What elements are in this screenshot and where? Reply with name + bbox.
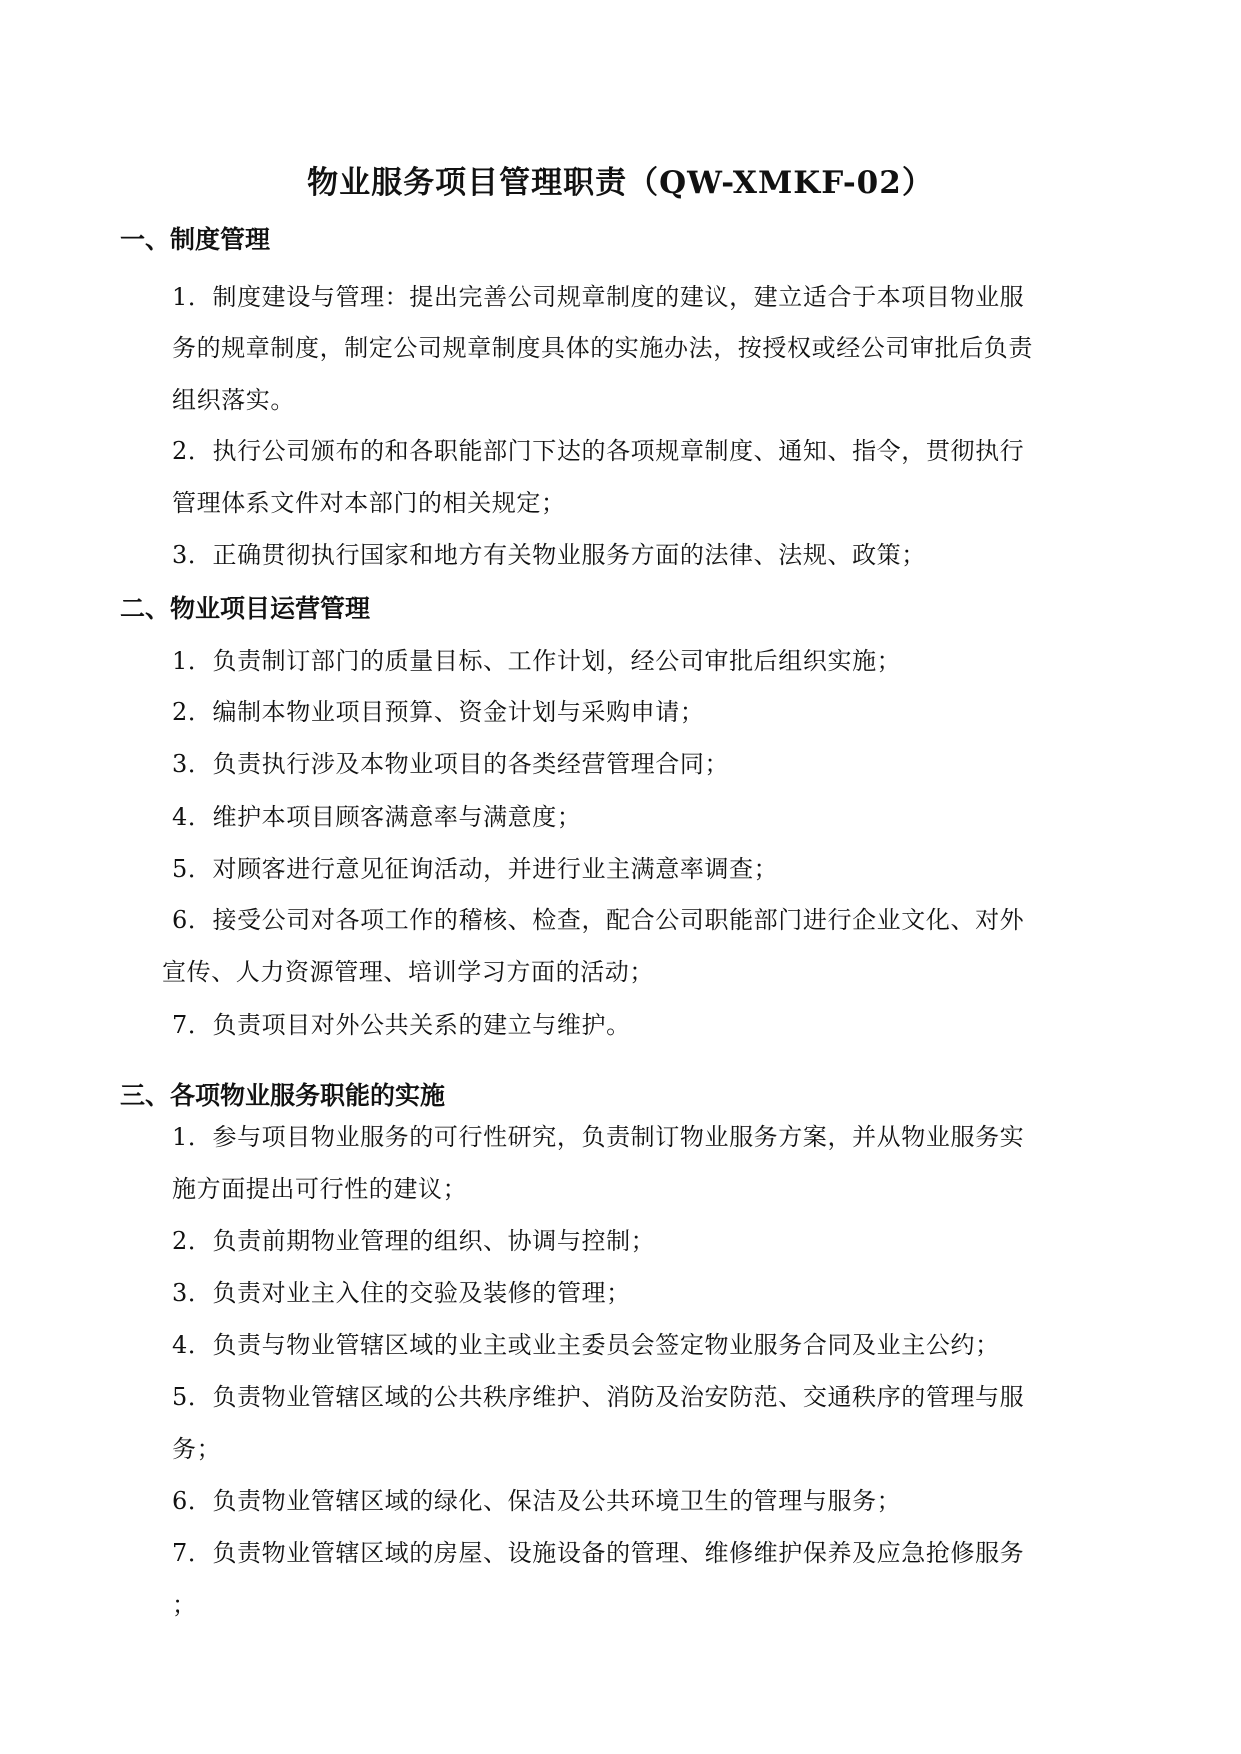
section-2-line-6: 6．接受公司对各项工作的稽核、检查，配合公司职能部门进行企业文化、对外 [172, 906, 1025, 934]
section-2-line-8: 7．负责项目对外公共关系的建立与维护。 [172, 1011, 631, 1039]
section-heading-2: 二、物业项目运营管理 [120, 594, 371, 623]
section-2-line-7: 宣传、人力资源管理、培训学习方面的活动； [162, 958, 654, 986]
section-3-line-4: 3．负责对业主入住的交验及装修的管理； [172, 1279, 631, 1307]
section-1-line-6: 3．正确贯彻执行国家和地方有关物业服务方面的法律、法规、政策； [172, 541, 926, 569]
section-1-line-2: 务的规章制度，制定公司规章制度具体的实施办法，按授权或经公司审批后负责 [172, 334, 1033, 362]
section-1-line-3: 组织落实。 [172, 386, 295, 414]
document-title: 物业服务项目管理职责（QW-XMKF-02） [307, 165, 934, 201]
section-2-line-5: 5．对顾客进行意见征询活动，并进行业主满意率调查； [172, 855, 779, 883]
section-heading-1: 一、制度管理 [120, 225, 271, 254]
section-heading-3: 三、各项物业服务职能的实施 [120, 1081, 446, 1110]
section-3-line-8: 6．负责物业管辖区域的绿化、保洁及公共环境卫生的管理与服务； [172, 1487, 902, 1515]
section-3-line-7: 务； [172, 1435, 222, 1463]
section-3-line-6: 5．负责物业管辖区域的公共秩序维护、消防及治安防范、交通秩序的管理与服 [172, 1383, 1025, 1411]
section-3-line-2: 施方面提出可行性的建议； [172, 1175, 468, 1203]
section-3-line-3: 2．负责前期物业管理的组织、协调与控制； [172, 1227, 656, 1255]
section-2-line-2: 2．编制本物业项目预算、资金计划与采购申请； [172, 698, 705, 726]
section-1-line-5: 管理体系文件对本部门的相关规定； [172, 489, 566, 517]
section-3-line-10: ； [172, 1591, 197, 1619]
section-2-line-1: 1．负责制订部门的质量目标、工作计划，经公司审批后组织实施； [172, 647, 902, 675]
section-3-line-5: 4．负责与物业管辖区域的业主或业主委员会签定物业服务合同及业主公约； [172, 1331, 1000, 1359]
section-3-line-1: 1．参与项目物业服务的可行性研究，负责制订物业服务方案，并从物业服务实 [172, 1123, 1025, 1151]
section-1-line-4: 2．执行公司颁布的和各职能部门下达的各项规章制度、通知、指令，贯彻执行 [172, 437, 1025, 465]
section-2-line-4: 4．维护本项目顾客满意率与满意度； [172, 803, 582, 831]
section-2-line-3: 3．负责执行涉及本物业项目的各类经营管理合同； [172, 750, 730, 778]
section-1-line-1: 1．制度建设与管理：提出完善公司规章制度的建议，建立适合于本项目物业服 [172, 283, 1025, 311]
section-3-line-9: 7．负责物业管辖区域的房屋、设施设备的管理、维修维护保养及应急抢修服务 [172, 1539, 1025, 1567]
